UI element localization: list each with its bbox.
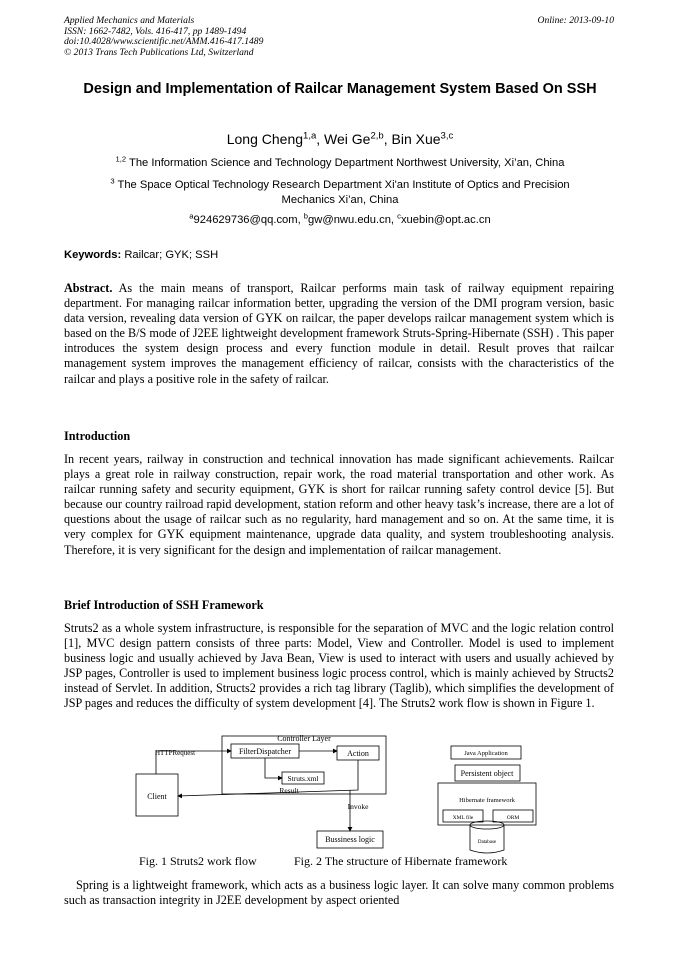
issn-line: ISSN: 1662-7482, Vols. 416-417, pp 1489-1494 — [64, 25, 247, 37]
doi-line: doi:10.4028/www.scientific.net/AMM.416-417.1489 — [64, 36, 264, 48]
http-request-label: HTTPRequest — [155, 749, 196, 757]
controller-layer-box — [222, 736, 386, 794]
figures — [0, 728, 678, 858]
xml-file-label: XML file — [452, 815, 474, 821]
affiliation-sup: 3 — [110, 176, 115, 186]
java-application-label: Java Application — [464, 750, 508, 757]
invoke-label: Invoke — [347, 802, 369, 811]
orm-label: ORM — [506, 815, 520, 821]
action-label: Action — [347, 749, 369, 758]
filter-dispatcher-label: FilterDispatcher — [239, 747, 291, 756]
author-sup: 3,c — [440, 130, 454, 142]
author-name: Long Cheng — [226, 131, 304, 147]
paper-title: Design and Implementation of Railcar Management System Based On SSH — [83, 81, 597, 97]
affiliation-2 — [84, 178, 596, 208]
figure-1-caption: Fig. 1 Struts2 work flow — [139, 854, 257, 868]
email-sup: a — [189, 211, 194, 221]
figure-2-labels — [453, 750, 520, 845]
journal-name: Applied Mechanics and Materials — [64, 15, 195, 26]
hibernate-framework-label: Hibernate framework — [459, 797, 515, 804]
spring-paragraph: Spring is a lightweight framework, which acts as a business logic layer. It can solve many common problems such as transaction integrity in J2EE development by aspect oriented — [64, 878, 614, 908]
keywords-text: Railcar; GYK; SSH — [124, 249, 219, 261]
author-sup: 2,b — [370, 130, 384, 142]
config-arrow — [265, 758, 282, 778]
keywords-label: Keywords: — [64, 249, 122, 261]
business-logic-label: Bussiness logic — [325, 835, 375, 844]
email-address: 924629736@qq.com — [193, 214, 298, 226]
email-address: gw@nwu.edu.cn — [308, 214, 391, 226]
affiliation-1 — [64, 156, 616, 171]
introduction-text: In recent years, railway in construction and technical innovation has made significant achievements. Railcar plays a great role in railway construction, repair work, the road material transportation and other work. As railcar running safety and security equipment, GYK is short for railcar running safety control device [5]. But because our country railroad rapid development, station reform and other heavy task’s increase, there are a lot of questions about the usage of railcar such as no regularity, hard management and so on. At the same time, it is very complex for GYK equipment maintenance, upgrade data quality, and system troubleshooting analysis. Therefore, it is very significant for the design and implementation of railcar management. — [64, 452, 614, 557]
section-heading-introduction: Introduction — [64, 429, 131, 443]
email-sup: c — [397, 211, 401, 221]
client-label: Client — [147, 792, 167, 801]
controller-layer-label: Controller Layer — [277, 734, 331, 743]
affiliation-text: The Information Science and Technology Department Northwest University, Xi’an, China — [128, 157, 565, 169]
affiliation-sup: 1,2 — [115, 154, 127, 164]
email-sup: b — [303, 211, 309, 221]
copyright-line: © 2013 Trans Tech Publications Ltd, Switzerland — [64, 46, 254, 58]
struts-xml-label: Struts.xml — [287, 774, 319, 783]
author-name: Bin Xue — [391, 131, 441, 147]
author-list: Long Cheng$^{1,a}$, Wei Ge$^{2,b}$, Bin Xue$^{3,c}$ — [226, 130, 454, 147]
author-sup: 1,a — [303, 130, 317, 142]
journal-header — [64, 16, 263, 58]
email-address: xuebin@opt.ac.cn — [400, 214, 491, 226]
email-list: $^a$924629736@qq.com, $^b$gw@nwu.edu.cn, $^c$xuebin@opt.ac.cn — [189, 211, 491, 226]
result-label: Result — [279, 786, 299, 795]
ssh-text: Struts2 as a whole system infrastructure, is responsible for the separation of MVC and the logic relation control [1], MVC design pattern consists of three parts: Model, View and Controller. Model is used to implement business logic and usually achieved by Java Bean, View is used to interact with users and usually achieved by JSP pages, Controller is used to implement business logic process control, which is mainly achieved by Structs2 instead of Servlet. In addition, Structs2 provides a rich tag library (Taglib), which simplifies the development of JSP pages and reduces the difficulty of system development [4]. The Struts2 work flow is shown in Figure 1. — [64, 621, 614, 711]
section-heading-ssh: Brief Introduction of SSH Framework — [64, 598, 264, 612]
keywords — [64, 249, 218, 261]
online-date: Online: 2013-09-10 — [537, 15, 614, 26]
affiliation-text: The Space Optical Technology Research Department Xi'an Institute of Optics and Precision Mechanics Xi’an, China — [117, 179, 570, 206]
abstract-label: Abstract. — [64, 281, 113, 295]
figure-2-caption: Fig. 2 The structure of Hibernate framework — [294, 854, 508, 868]
abstract-text: As the main means of transport, Railcar performs main task of railway equipment repairing department. For managing railcar information better, upgrading the version of the DMI program version, basic data version, revealing data version of GYK on railcar, the paper develops railcar management system which is based on the B/S mode of J2EE lightweight development framework Struts-Spring-Hibernate (SSH) . This paper introduces the system design process and every function module in detail. Result proves that railcar management system improves the management efficiency of railcar, consists with the characteristics of the railcar and plays a positive role in the safety of railcar. — [64, 281, 614, 386]
abstract — [64, 281, 614, 387]
persistent-object-label: Persistent object — [460, 769, 514, 778]
figure-1-labels — [147, 734, 375, 844]
author-name: Wei Ge — [324, 131, 371, 147]
database-label: Database — [477, 840, 497, 845]
